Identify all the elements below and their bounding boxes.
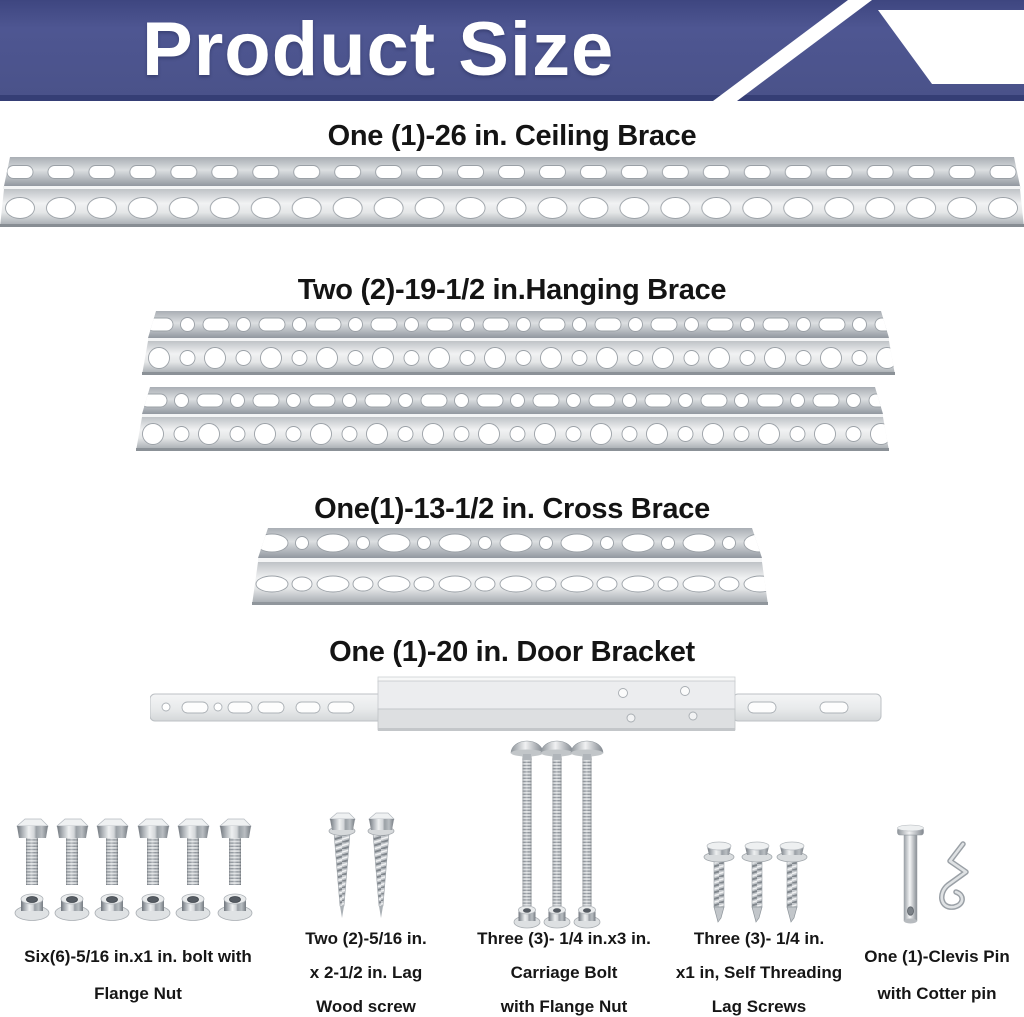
section-title-ceiling-brace: One (1)-26 in. Ceiling Brace — [327, 120, 697, 152]
banner-bottom-border — [0, 95, 1024, 101]
label-line: Two (2)-5/16 in. — [305, 929, 427, 948]
ceiling-brace-image — [0, 157, 1024, 229]
label-line: with Cotter pin — [877, 984, 997, 1003]
label-line: Six(6)-5/16 in.x1 in. bolt with — [24, 947, 252, 966]
label-lag-screws — [290, 922, 442, 1017]
label-line: Three (3)- 1/4 in. — [693, 929, 825, 948]
label-hex-bolts — [2, 938, 274, 1012]
label-line: Flange Nut — [94, 984, 182, 1003]
section-title-cross-brace: One(1)-13-1/2 in. Cross Brace — [314, 493, 710, 525]
label-carriage-bolts — [458, 922, 670, 1017]
carriage-bolt-icon — [511, 741, 603, 928]
section-title-hanging-brace: Two (2)-19-1/2 in.Hanging Brace — [297, 274, 727, 306]
clevis-pin-cotter-pin-image — [893, 820, 978, 926]
banner — [0, 0, 1024, 101]
label-line: Carriage Bolt — [510, 963, 618, 982]
hex-bolt-icon — [15, 819, 252, 921]
label-line: Three (3)- 1/4 in.x3 in. — [477, 929, 651, 948]
cotter-pin-icon — [942, 844, 966, 907]
clevis-pin-icon — [898, 825, 924, 924]
lag-screw-icon — [329, 813, 394, 918]
label-line: with Flange Nut — [500, 997, 628, 1016]
label-line: Wood screw — [316, 997, 416, 1016]
carriage-bolts-image — [505, 731, 620, 933]
label-line: x1 in, Self Threading — [675, 963, 843, 982]
page-title: Product Size — [142, 7, 615, 92]
section-title-door-bracket: One (1)-20 in. Door Bracket — [329, 636, 695, 668]
lag-wood-screws-image — [322, 810, 402, 924]
hex-bolts-flange-nuts-image — [8, 815, 270, 925]
hanging-brace-image-1 — [142, 311, 895, 377]
label-line: x 2-1/2 in. Lag — [309, 963, 423, 982]
label-line: One (1)-Clevis Pin — [864, 947, 1010, 966]
self-threading-screw-icon — [704, 842, 807, 922]
label-line: Lag Screws — [711, 997, 807, 1016]
label-clevis-pin — [855, 938, 1019, 1012]
hanging-brace-image-2 — [136, 387, 889, 453]
self-threading-screws-image — [695, 838, 820, 930]
label-self-threading-screws — [656, 922, 862, 1017]
door-bracket-image — [150, 672, 882, 734]
cross-brace-image — [252, 528, 768, 608]
